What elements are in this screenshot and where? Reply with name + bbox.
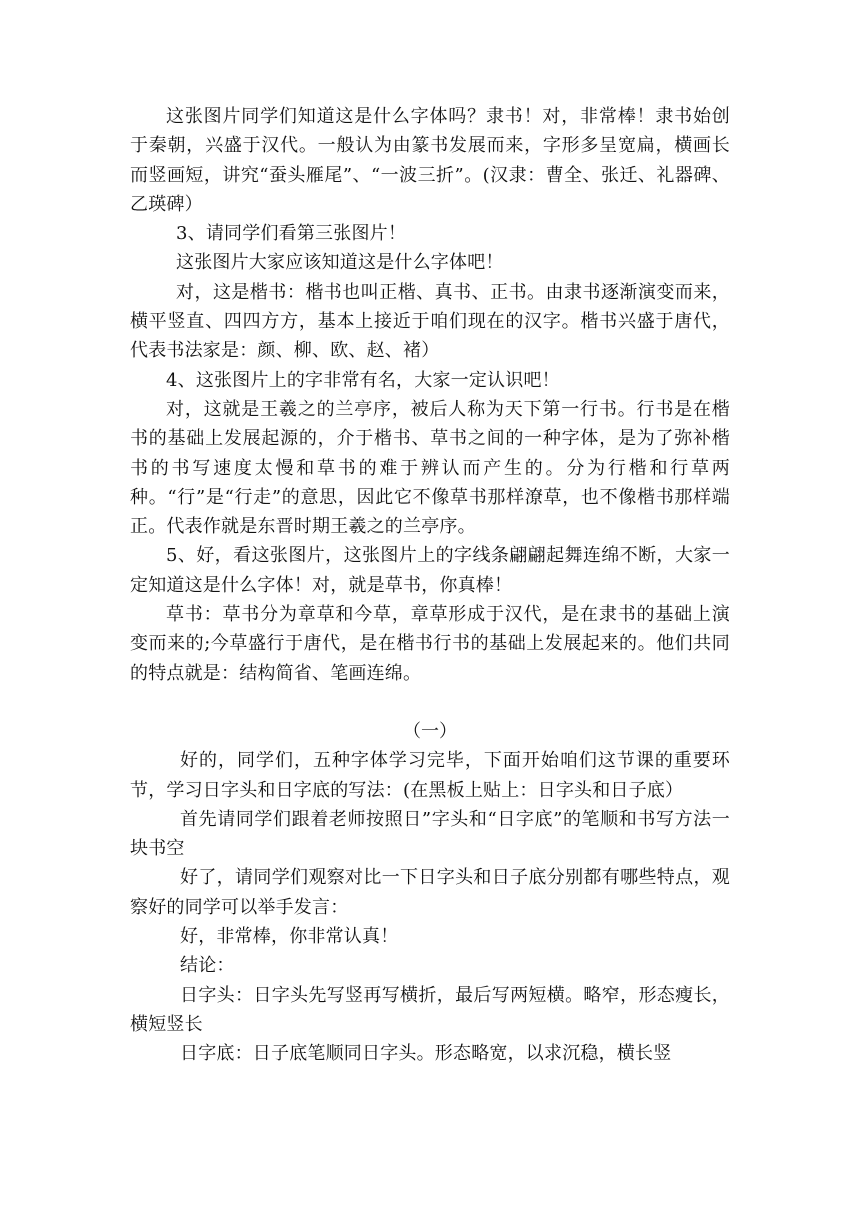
paragraph: 好的，同学们，五种字体学习完毕，下面开始咱们这节课的重要环节，学习日字头和日字底的写法：(在黑板上贴上：日字头和日子底） bbox=[130, 750, 730, 801]
paragraph: 日字底：日子底笔顺同日字头。形态略宽，以求沉稳，横长竖 bbox=[180, 1043, 672, 1065]
paragraph: 对，这是楷书：楷书也叫正楷、真书、正书。由隶书逐渐演变而来，横平竖直、四四方方，基本上接近于咱们现在的汉字。楷书兴盛于唐代，代表书法家是：颜、柳、欧、赵、褚） bbox=[130, 281, 730, 362]
paragraph: 3、请同学们看第三张图片！ bbox=[176, 223, 407, 245]
paragraph: 这张图片大家应该知道这是什么字体吧！ bbox=[176, 252, 504, 274]
paragraph: 好了，请同学们观察对比一下日字头和日子底分别都有哪些特点，观察好的同学可以举手发言： bbox=[130, 867, 730, 918]
section-heading: （一） bbox=[403, 720, 457, 742]
paragraph: 这张图片同学们知道这是什么字体吗？隶书！对，非常棒！隶书始创于秦朝，兴盛于汉代。一般认为由篆书发展而来，字形多呈宽扁，横画长而竖画短，讲究“蚕头雁尾”、“一波三折”。(汉隶：曹全、张迁、礼器碑、乙瑛碑） bbox=[130, 106, 730, 215]
paragraph: 草书：草书分为章草和今草，章草形成于汉代，是在隶书的基础上演变而来的;今草盛行于唐代，是在楷书行书的基础上发展起来的。他们共同的特点就是：结构简省、笔画连绵。 bbox=[130, 604, 730, 684]
paragraph: 结论： bbox=[180, 955, 235, 977]
paragraph: 5、好，看这张图片，这张图片上的字线条翩翩起舞连绵不断，大家一定知道这是什么字体！对，就是草书，你真棒！ bbox=[130, 545, 730, 596]
paragraph: 首先请同学们跟着老师按照日”字头和“日字底”的笔顺和书写方法一块书空 bbox=[130, 808, 730, 860]
paragraph: 好，非常棒，你非常认真！ bbox=[180, 926, 399, 948]
paragraph: 日字头：日字头先写竖再写横折，最后写两短横。略窄，形态瘦长，横短竖长 bbox=[130, 984, 730, 1035]
paragraph: 4、这张图片上的字非常有名，大家一定认识吧！ bbox=[166, 369, 560, 391]
paragraph: 对，这就是王羲之的兰亭序，被后人称为天下第一行书。行书是在楷书的基础上发展起源的，介于楷书、草书之间的一种字体，是为了弥补楷书的书写速度太慢和草书的难于辨认而产生的。分为行楷和行草两种。“行”是“行走”的意思，因此它不像草书那样潦草，也不像楷书那样端正。代表作就是东晋时期王羲之的兰亭序。 bbox=[130, 398, 730, 538]
lesson-body-bottom bbox=[130, 746, 730, 1068]
document-page bbox=[130, 102, 730, 1069]
lesson-body-top bbox=[130, 102, 730, 688]
